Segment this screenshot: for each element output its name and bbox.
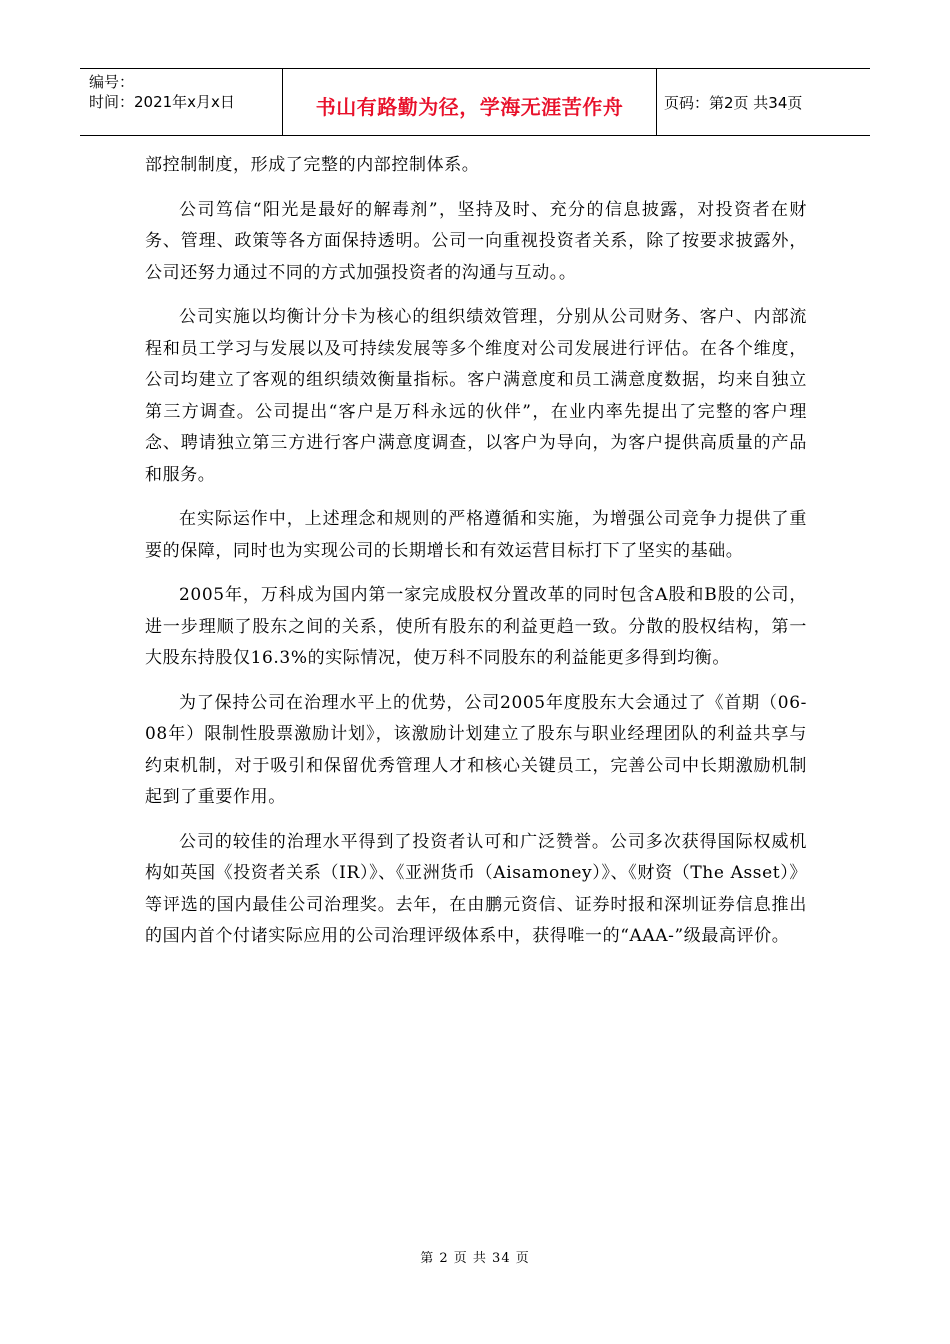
page-header <box>80 68 870 136</box>
paragraph: 公司实施以均衡计分卡为核心的组织绩效管理，分别从公司财务、客户、内部流程和员工学习与发展以及可持续发展等多个维度对公司发展进行评估。在各个维度，公司均建立了客观的组织绩效衡量指标。客户满意度和员工满意度数据，均来自独立第三方调查。公司提出“客户是万科永远的伙伴”，在业内率先提出了完整的客户理念、聘请独立第三方进行客户满意度调查，以客户为导向，为客户提供高质量的产品和服务。 <box>145 307 807 485</box>
paragraph: 公司的较佳的治理水平得到了投资者认可和广泛赞誉。公司多次获得国际权威机构如英国《投资者关系（IR）》、《亚洲货币（Aisamoney）》、《财资（The Asset）》等评选的国内最佳公司治理奖。去年，在由鹏元资信、证券时报和深圳证券信息推出的国内首个付诸实际应用的公司治理评级体系中，获得唯一的“AAA-”级最高评价。 <box>145 831 807 946</box>
header-meta <box>80 69 283 135</box>
document-body <box>145 150 807 966</box>
paragraph: 在实际运作中，上述理念和规则的严格遵循和实施，为增强公司竞争力提供了重要的保障，同时也为实现公司的长期增长和有效运营目标打下了坚实的基础。 <box>145 509 807 561</box>
paragraph: 为了保持公司在治理水平上的优势，公司2005年度股东大会通过了《首期（06-08年）限制性股票激励计划》，该激励计划建立了股东与职业经理团队的利益共享与约束机制，对于吸引和保留优秀管理人才和核心关键员工，完善公司中长期激励机制起到了重要作用。 <box>145 692 807 807</box>
header-page-info: 页码：第2页 共34页 <box>664 93 803 112</box>
document-number-label: 编号： <box>89 73 135 91</box>
paragraph: 部控制制度，形成了完整的内部控制体系。 <box>145 155 480 175</box>
paragraph: 2005年，万科成为国内第一家完成股权分置改革的同时包含A股和B股的公司，进一步理顺了股东之间的关系，使所有股东的利益更趋一致。分散的股权结构，第一大股东持股仅16.3%的实际情况，使万科不同股东的利益能更多得到均衡。 <box>145 585 807 668</box>
page-footer: 第 2 页 共 34 页 <box>420 1251 530 1266</box>
header-motto: 书山有路勤为径，学海无涯苦作舟 <box>283 69 657 135</box>
paragraph: 公司笃信“阳光是最好的解毒剂”，坚持及时、充分的信息披露，对投资者在财务、管理、政策等各方面保持透明。公司一向重视投资者关系，除了按要求披露外，公司还努力通过不同的方式加强投资者的沟通与互动。。 <box>145 199 807 283</box>
document-date: 时间：2021年x月x日 <box>89 93 235 111</box>
